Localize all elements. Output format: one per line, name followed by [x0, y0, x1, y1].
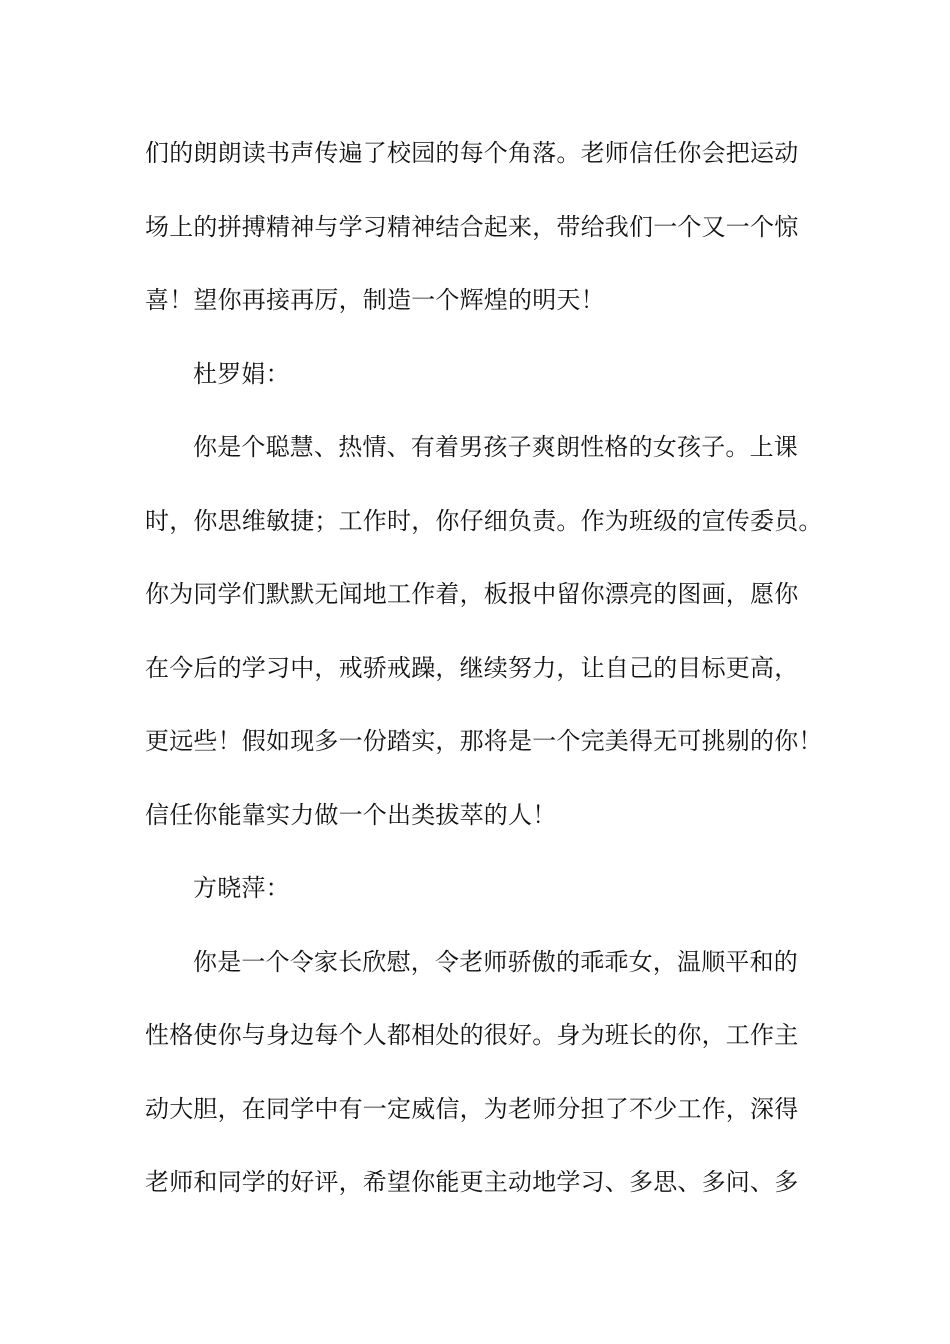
- text-line: 性格使你与身边每个人都相处的很好。身为班长的你，工作主: [145, 1021, 799, 1049]
- student-name-heading: 杜罗娟：: [193, 359, 290, 388]
- document-body: [145, 132, 825, 1235]
- text-line: 们的朗朗读书声传遍了校园的每个角落。老师信任你会把运动: [145, 139, 799, 167]
- text-line: 你是一个令家长欣慰，令老师骄傲的乖乖女，温顺平和的: [193, 947, 798, 976]
- text-line: 场上的拼搏精神与学习精神结合起来，带给我们一个又一个惊: [145, 212, 799, 241]
- text-line: 动大胆，在同学中有一定威信，为老师分担了不少工作，深得: [145, 1094, 799, 1123]
- text-line: 喜！望你再接再厉，制造一个辉煌的明天！: [145, 286, 605, 314]
- text-line: 你为同学们默默无闻地工作着，板报中留你漂亮的图画，愿你: [145, 580, 799, 608]
- text-line: 更远些！假如现多一份踏实，那将是一个完美得无可挑剔的你！: [145, 727, 823, 755]
- text-line: 你是个聪慧、热情、有着男孩子爽朗性格的女孩子。上课: [193, 433, 798, 461]
- text-line: 时，你思维敏捷；工作时，你仔细负责。作为班级的宣传委员。: [145, 506, 823, 535]
- text-line: 在今后的学习中，戒骄戒躁，继续努力，让自己的目标更高，: [145, 653, 799, 682]
- student-name-heading: 方晓萍：: [193, 874, 290, 902]
- text-line: 老师和同学的好评，希望你能更主动地学习、多思、多问、多: [145, 1168, 799, 1196]
- text-line: 信任你能靠实力做一个出类拔萃的人！: [145, 800, 557, 829]
